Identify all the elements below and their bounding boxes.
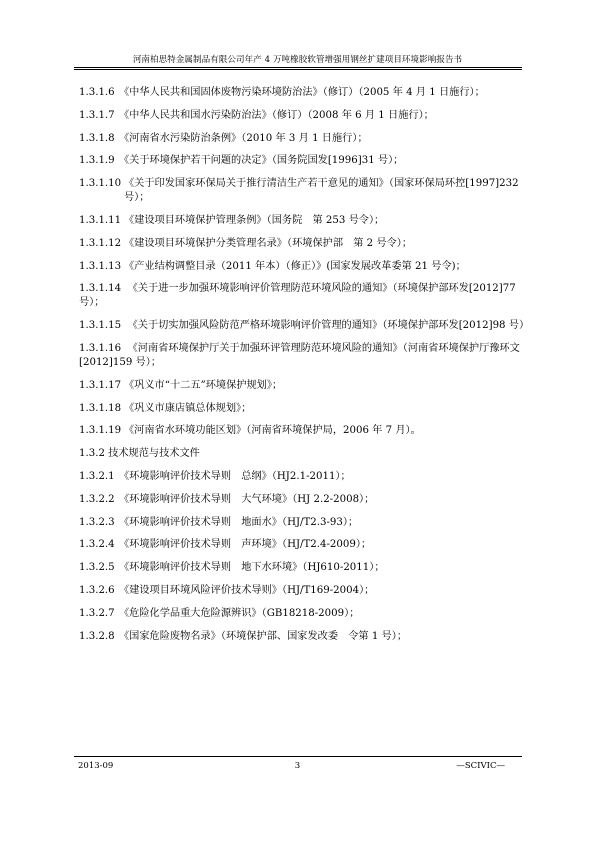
regulation-entry (79, 132, 529, 155)
entry-number: 1.3.2.6 (79, 584, 115, 596)
regulation-entry (79, 319, 529, 342)
entry-text: 《危险化学品重大危险源辨识》（GB18218-2009）； (119, 607, 360, 619)
entry-text: 《关于切实加强风险防范严格环境影响评价管理的通知》（环境保护部环发[2012]98 号） (127, 320, 530, 332)
entry-text: 《产业结构调整目录（2011 年本）（修正）》(国家发展改革委第 21 号令)； (124, 260, 466, 272)
entry-text: 《河南省水污染防治条例》（2010 年 3 月 1 日施行）； (119, 132, 368, 144)
entry-number: 1.3.1.16 (79, 342, 128, 354)
entry-text: 《中华人民共和国固体废物污染环境防治法》（修订）（2005 年 4 月 1 日施行）； (119, 87, 485, 98)
document-body (79, 86, 529, 652)
entry-number: 1.3.1.9 (79, 155, 115, 167)
regulation-entry (79, 342, 529, 379)
entry-text: 《巩义市“十二五”环境保护规划》； (124, 379, 283, 391)
entry-text: 《巩义市康店镇总体规划》； (124, 402, 252, 414)
regulation-entry (79, 379, 529, 402)
regulation-entry (79, 109, 529, 132)
entry-number: 1.3.1.7 (79, 109, 115, 121)
entry-text: 《建设项目环境保护分类管理名录》（环境保护部 第 2 号令）； (124, 237, 413, 249)
standard-entry (79, 607, 529, 630)
entry-number: 1.3.1.8 (79, 132, 115, 144)
entry-number: 1.3.2.2 (79, 493, 115, 505)
footer-date: 2013-09 (78, 761, 114, 771)
regulation-entry (79, 86, 529, 109)
entry-number: 1.3.1.19 (79, 425, 122, 437)
entry-number: 1.3.2.1 (79, 470, 115, 482)
regulation-entry (79, 260, 529, 283)
entry-text: 《建设项目环境保护管理条例》（国务院 第 253 号令）； (124, 214, 385, 226)
entry-number: 1.3.2.3 (79, 516, 115, 528)
entry-text: 《关于进一步加强环境影响评价管理防范环境风险的通知》（环境保护部环发[2012]77 号）； (79, 283, 516, 309)
entry-text: 《环境影响评价技术导则 地面水》（HJ/T2.3-93）； (119, 516, 359, 528)
entry-text: 《河南省环境保护厅关于加强环评管理防范环境风险的通知》（河南省环境保护厅豫环文[2012]159 号）； (79, 342, 520, 368)
standard-entry (79, 470, 529, 493)
regulation-entry (79, 237, 529, 260)
entry-text: 《环境影响评价技术导则 地下水环境》（HJ610-2011）； (119, 562, 385, 574)
standard-entry (79, 516, 529, 539)
entry-number: 1.3.1.6 (79, 87, 115, 98)
entry-number: 1.3.2.7 (79, 607, 115, 619)
entry-number: 1.3.2.8 (79, 630, 115, 642)
entry-number: 1.3.1.12 (79, 237, 122, 249)
regulation-entry (79, 424, 529, 447)
header-rule-bottom (74, 69, 522, 70)
entry-number: 1.3.2.5 (79, 562, 115, 574)
entry-number: 1.3.1.14 (79, 283, 128, 295)
regulation-entry (79, 402, 529, 425)
footer-rule (74, 756, 522, 757)
entry-number: 1.3.2.4 (79, 539, 115, 551)
entry-text: 《建设项目环境风险评价技术导则》（HJ/T169-2004）； (119, 584, 375, 596)
page-number: 3 (294, 761, 301, 771)
standard-entry (79, 561, 529, 584)
entry-number: 1.3.1.11 (79, 214, 122, 226)
entry-number: 1.3.1.18 (79, 402, 122, 414)
entry-text: 《国家危险废物名录》（环境保护部、国家发改委 令第 1 号）； (119, 630, 408, 642)
entry-number: 1.3.1.17 (79, 379, 122, 391)
entry-text: 《关于印发国家环保局关于推行清洁生产若干意见的通知》（国家环保局环控[1997]232 号）； (124, 178, 519, 204)
entry-number: 1.3.1.13 (79, 260, 122, 272)
entry-text: 《中华人民共和国水污染防治法》（修订）（2008 年 6 月 1 日施行）； (119, 109, 434, 121)
standard-entry (79, 538, 529, 561)
entry-text: 《环境影响评价技术导则 大气环境》（HJ 2.2-2008）； (119, 493, 375, 505)
entry-text: 《环境影响评价技术导则 声环境》（HJ/T2.4-2009）； (119, 539, 372, 551)
standard-entry (79, 584, 529, 607)
standard-entry (79, 493, 529, 516)
regulation-entry (79, 282, 529, 319)
footer-org: —SCIVIC— (456, 761, 505, 771)
regulation-entry (79, 214, 529, 237)
header-rule-top (74, 67, 522, 68)
entry-number: 1.3.1.15 (79, 320, 128, 332)
entry-text: 《河南省水环境功能区划》（河南省环境保护局，2006 年 7 月）。 (124, 425, 421, 437)
regulation-entry (79, 177, 529, 214)
page-header-title: 河南柏思特金属制品有限公司年产 4 万吨橡胶软管增强用钢丝扩建项目环境影响报告书 (132, 55, 463, 65)
section-heading: 1.3.2 技术规范与技术文件 (79, 448, 200, 460)
entry-number: 1.3.1.10 (79, 178, 122, 190)
entry-text: 《环境影响评价技术导则 总纲》（HJ2.1-2011）； (119, 470, 351, 482)
regulation-entry (79, 154, 529, 177)
entry-text: 《关于环境保护若干问题的决定》（国务院国发[1996]31 号）； (119, 155, 404, 167)
standard-entry (79, 630, 529, 653)
